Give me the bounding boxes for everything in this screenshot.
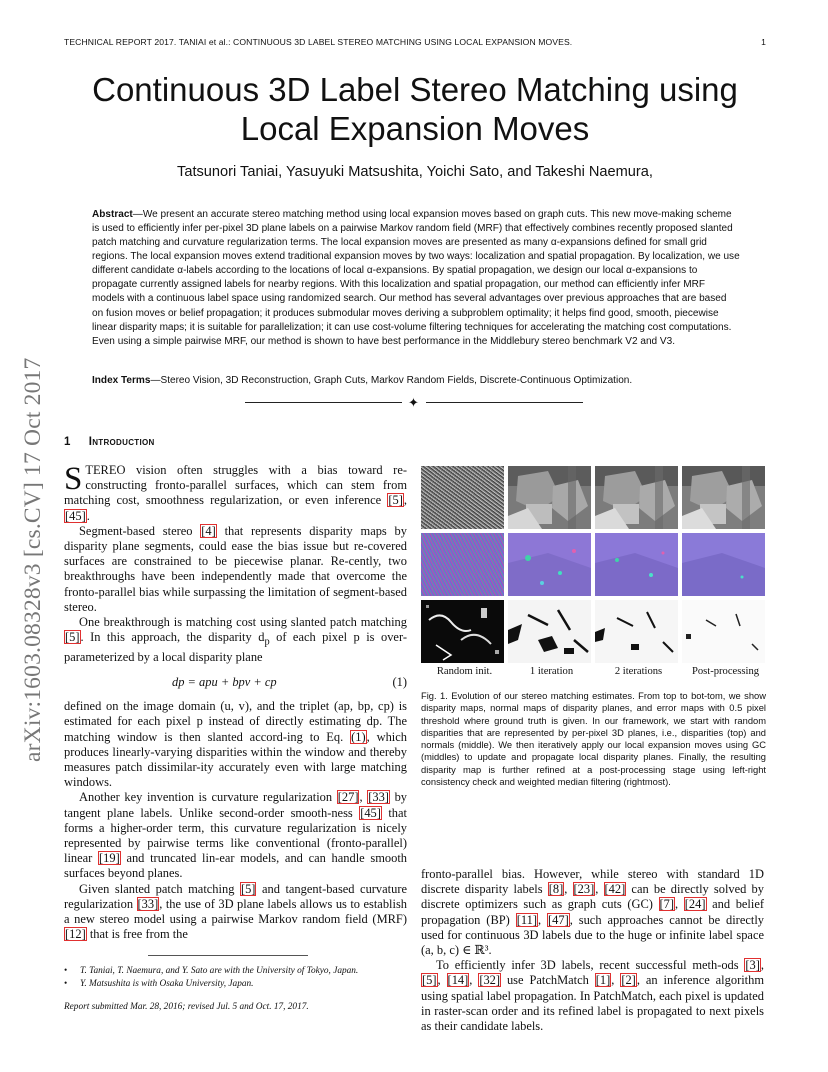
disparity-map-iter-1	[508, 466, 591, 529]
sep: ,	[675, 897, 684, 912]
paragraph-3	[64, 615, 407, 665]
paragraph-4	[64, 699, 407, 790]
citation-link[interactable]: [8]	[548, 882, 564, 897]
rp2-text-a: To efficiently infer 3D labels, recent successful meth-ods	[436, 958, 745, 973]
citation-link[interactable]: [7]	[659, 897, 675, 912]
arxiv-stamp: arXiv:1603.08328v3 [cs.CV] 17 Oct 2017	[20, 357, 46, 762]
citation-link[interactable]: [3]	[745, 958, 760, 973]
rp1-text-c: and belief propagation (BP)	[421, 897, 765, 927]
p3-text-b: . In this approach, the disparity d	[80, 630, 265, 645]
citation-link[interactable]: [12]	[65, 927, 86, 942]
right-paragraph-2	[421, 958, 764, 1034]
running-title: TECHNICAL REPORT 2017. TANIAI et al.: CONTINUOUS 3D LABEL STEREO MATCHING USING LOCAL EXPANSION MOVES.	[64, 37, 573, 47]
citation-link[interactable]: [5]	[388, 493, 403, 508]
abstract-text: —We present an accurate stereo matching method using local expansion moves based on graph cuts. This new move-making scheme is used to efficiently infer per-pixel 3D plane labels on a pairwise Markov random field (MRF) that effectively combines recently proposed slanted patch matching and curvature regularization terms. The local expansion moves are presented as many α-expansions defined for small grid regions. The local expansion moves extend traditional expansion moves by two ways: localization and spatial propagation. By localization, we use different candidate α-labels according to the locations of local α-expansions. By spatial propagation, we design our local α-expansions to propagate currently assigned labels for nearby regions. With this localization and spatial propagation, our method can efficiently infer MRF models with a continuous label space using randomized search. Our method has several advantages over previous approaches that are based on fusion moves or belief propagation; it produces submodular moves deriving a subproblem optimality; it helps find good, smooth, piecewise linear disparity maps; it is suitable for parallelization; it can use cost-volume filtering techniques for accelerating the matching cost computations. Even using a simple pairwise MRF, our method is shown to have best performance in the Middlebury stereo benchmark V2 and V3.	[92, 209, 740, 347]
citation-link[interactable]: [14]	[447, 973, 469, 988]
equation-link[interactable]: (1)	[351, 729, 366, 744]
citation-link[interactable]: [32]	[479, 973, 501, 988]
citation-link[interactable]: [4]	[201, 523, 216, 538]
left-column	[64, 463, 407, 942]
p3-text-c: of each pixel p is over-parameterized by a local disparity plane	[64, 630, 407, 664]
paragraph-5	[64, 790, 407, 881]
section-title: Introduction	[88, 436, 155, 448]
citation-link[interactable]: [5]	[65, 630, 80, 645]
abstract	[92, 208, 740, 349]
figure-label-post-processing: Post-processing	[691, 666, 760, 677]
sep: ,	[760, 958, 764, 973]
sep: ,	[359, 790, 368, 805]
abstract-label: Abstract	[92, 209, 133, 220]
citation-link[interactable]: [24]	[684, 897, 706, 912]
p5-text-d: and truncated lin-ear models, and can handle smooth surfaces beyond planes.	[64, 851, 408, 881]
sep: ,	[469, 973, 479, 988]
running-header	[64, 37, 766, 47]
sep: ,	[437, 973, 447, 988]
divider-line-right	[426, 402, 583, 403]
p4-text-a: defined on the image domain (u, v), and the triplet (ap, bp, cp) is estimated for each pixel p instead of directly estimating dp. The matching window is then slanted accord-ing to Eq.	[64, 699, 407, 744]
index-terms-text: —Stereo Vision, 3D Reconstruction, Graph Cuts, Markov Random Fields, Discrete-Continuous Optimization.	[150, 375, 633, 386]
citation-link[interactable]: [33]	[137, 896, 159, 911]
p1-end: .	[86, 508, 90, 523]
divider-diamond-icon: ✦	[408, 395, 419, 410]
p5-text-c: that forms a higher-order term, this curvature regularization is nicely represented by pairwise terms like conventional (fronto-parallel) linear	[64, 805, 407, 866]
p6-text-d: that is free from the	[86, 927, 188, 942]
error-map-post-processing	[682, 600, 765, 663]
p1-text: vision often struggles with a bias toward re-constructing fronto-parallel surfaces, which can stem from matching cost, smoothness regularization, or even inference	[64, 463, 407, 508]
citation-link[interactable]: [5]	[422, 973, 437, 988]
citation-link[interactable]: [42]	[604, 882, 626, 897]
citation-link[interactable]: [45]	[65, 508, 86, 523]
paragraph-2	[64, 524, 407, 615]
equation-number: (1)	[392, 675, 407, 690]
citation-link[interactable]: [19]	[99, 851, 120, 866]
dropcap-word-rest: TEREO	[85, 463, 126, 477]
disparity-map-iter-2	[595, 466, 678, 529]
section-number: 1	[64, 436, 71, 448]
dropcap-letter: S	[64, 461, 83, 497]
index-terms-label: Index Terms	[92, 375, 151, 386]
sep: ,	[537, 912, 547, 927]
error-map-iter-2	[595, 600, 678, 663]
figure-column-labels	[421, 666, 766, 677]
rp2-text-c: , an inference algorithm using spatial label propagation. In PatchMatch, each pixel is updated in raster-scan order and its refined label is propagated to next pixels as their candidate labels.	[421, 973, 765, 1034]
citation-link[interactable]: [2]	[621, 973, 636, 988]
p6-text-a: Given slanted patch matching	[79, 881, 240, 896]
equation-formula: dp = apu + bpv + cp	[172, 675, 277, 690]
equation-1	[64, 675, 407, 691]
report-submission-note: Report submitted Mar. 28, 2016; revised Jul. 5 and Oct. 17, 2017.	[64, 1001, 309, 1012]
figure-label-random-init: Random init.	[436, 666, 493, 677]
authors: Tatsunori Taniai, Yasuyuki Matsushita, Yoichi Sato, and Takeshi Naemura,	[177, 164, 653, 180]
citation-link[interactable]: [11]	[516, 912, 537, 927]
right-column	[421, 867, 764, 1034]
figure-caption: Fig. 1. Evolution of our stereo matching estimates. From top to bot-tom, we show disparity maps, normal maps of disparity planes, and error maps with 0.5 pixel threshold where ground truth is given. In our framework, we start with random disparities that are represented by per-pixel 3D planes, i.e., disparities (top) and normals (middle). We then iteratively apply our local expansion moves using GC (middles) to update and propagate local disparity planes. Finally, the resulting disparity map is further refined at a post-processing stage using left-right consistency check and weighted median filtering (rightmost).	[421, 691, 766, 788]
p6-text-c: , the use of 3D plane labels allows us to establish a new stereo model using a pairwise Markov random field (MRF)	[64, 896, 408, 926]
footnote-rule	[148, 955, 308, 956]
sep: ,	[611, 973, 621, 988]
footnote-affiliation-2: • Y. Matsushita is with Osaka University, Japan.	[64, 978, 407, 991]
p3-subscript: p	[264, 636, 270, 648]
figure-image-grid	[421, 466, 766, 663]
page-number: 1	[761, 37, 766, 47]
paragraph-6	[64, 882, 407, 943]
right-paragraph-1	[421, 867, 764, 958]
citation-link[interactable]: [27]	[337, 790, 359, 805]
citation-link[interactable]: [23]	[573, 882, 595, 897]
error-map-random-init	[421, 600, 504, 663]
p4-text-b: , which produces linearly-varying disparities within the window and thereby measures patch dissimilar-ity accurately even with large matching windows.	[64, 729, 407, 790]
divider-line-left	[245, 402, 402, 403]
rp1-text-a: fronto-parallel bias. However, while stereo with standard 1D discrete disparity labels	[421, 867, 764, 897]
normal-map-iter-2	[595, 533, 678, 596]
disparity-map-post-processing	[682, 466, 765, 529]
figure-label-iteration-2: 2 iterations	[614, 666, 663, 677]
citation-link[interactable]: [45]	[360, 805, 381, 820]
sep: ,	[564, 882, 573, 897]
title-line-1: Continuous 3D Label Stereo Matching using	[92, 71, 738, 108]
paragraph-1	[64, 463, 407, 524]
figure-1	[421, 466, 766, 677]
p6-text-b: and tangent-based curvature regularization	[64, 881, 408, 911]
title-line-2: Local Expansion Moves	[240, 110, 590, 147]
index-terms	[92, 375, 740, 386]
citation-link[interactable]: [33]	[368, 790, 389, 805]
rp2-text-b: use PatchMatch	[501, 973, 595, 988]
normal-map-random-init	[421, 533, 504, 596]
normal-map-post-processing	[682, 533, 765, 596]
section-heading	[64, 436, 155, 448]
p5-text-a: Another key invention is curvature regularization	[79, 790, 337, 805]
sep: ,	[595, 882, 604, 897]
footnotes	[64, 965, 407, 1014]
normal-map-iter-1	[508, 533, 591, 596]
disparity-map-random-init	[421, 466, 504, 529]
footnote-affiliation-1: • T. Taniai, T. Naemura, and Y. Sato are with the University of Tokyo, Japan.	[64, 965, 407, 978]
p2-text-a: Segment-based stereo	[79, 523, 201, 538]
error-map-iter-1	[508, 600, 591, 663]
p5-text-b: by tangent plane labels. Unlike second-order smooth-ness	[64, 790, 408, 820]
rp1-text-b: can be directly solved by discrete optimizers such as graph cuts (GC)	[421, 882, 764, 912]
citation-link[interactable]: [1]	[595, 973, 611, 988]
rp1-text-d: , such approaches cannot be directly used for continuous 3D labels due to the huge or infinite label space (a, b, c) ∈ ℝ³.	[421, 912, 764, 958]
p2-text-b: that represents disparity maps by disparity plane segments, could ease the bias issue but re-covered surfaces are constrained to be piecewise planar. Re-cently, two breakthroughs have been independently made that overcome the fronto-parallel bias while surpassing the limitation of segment-based stereo.	[64, 523, 407, 614]
figure-label-iteration-1: 1 iteration	[529, 666, 574, 677]
p3-text-a: One breakthrough is matching cost using slanted patch matching	[79, 615, 407, 630]
section-divider	[245, 397, 583, 409]
citation-link[interactable]: [47]	[548, 912, 569, 927]
citation-link[interactable]: [5]	[240, 881, 256, 896]
sep: ,	[403, 493, 407, 508]
paper-title	[64, 70, 766, 148]
